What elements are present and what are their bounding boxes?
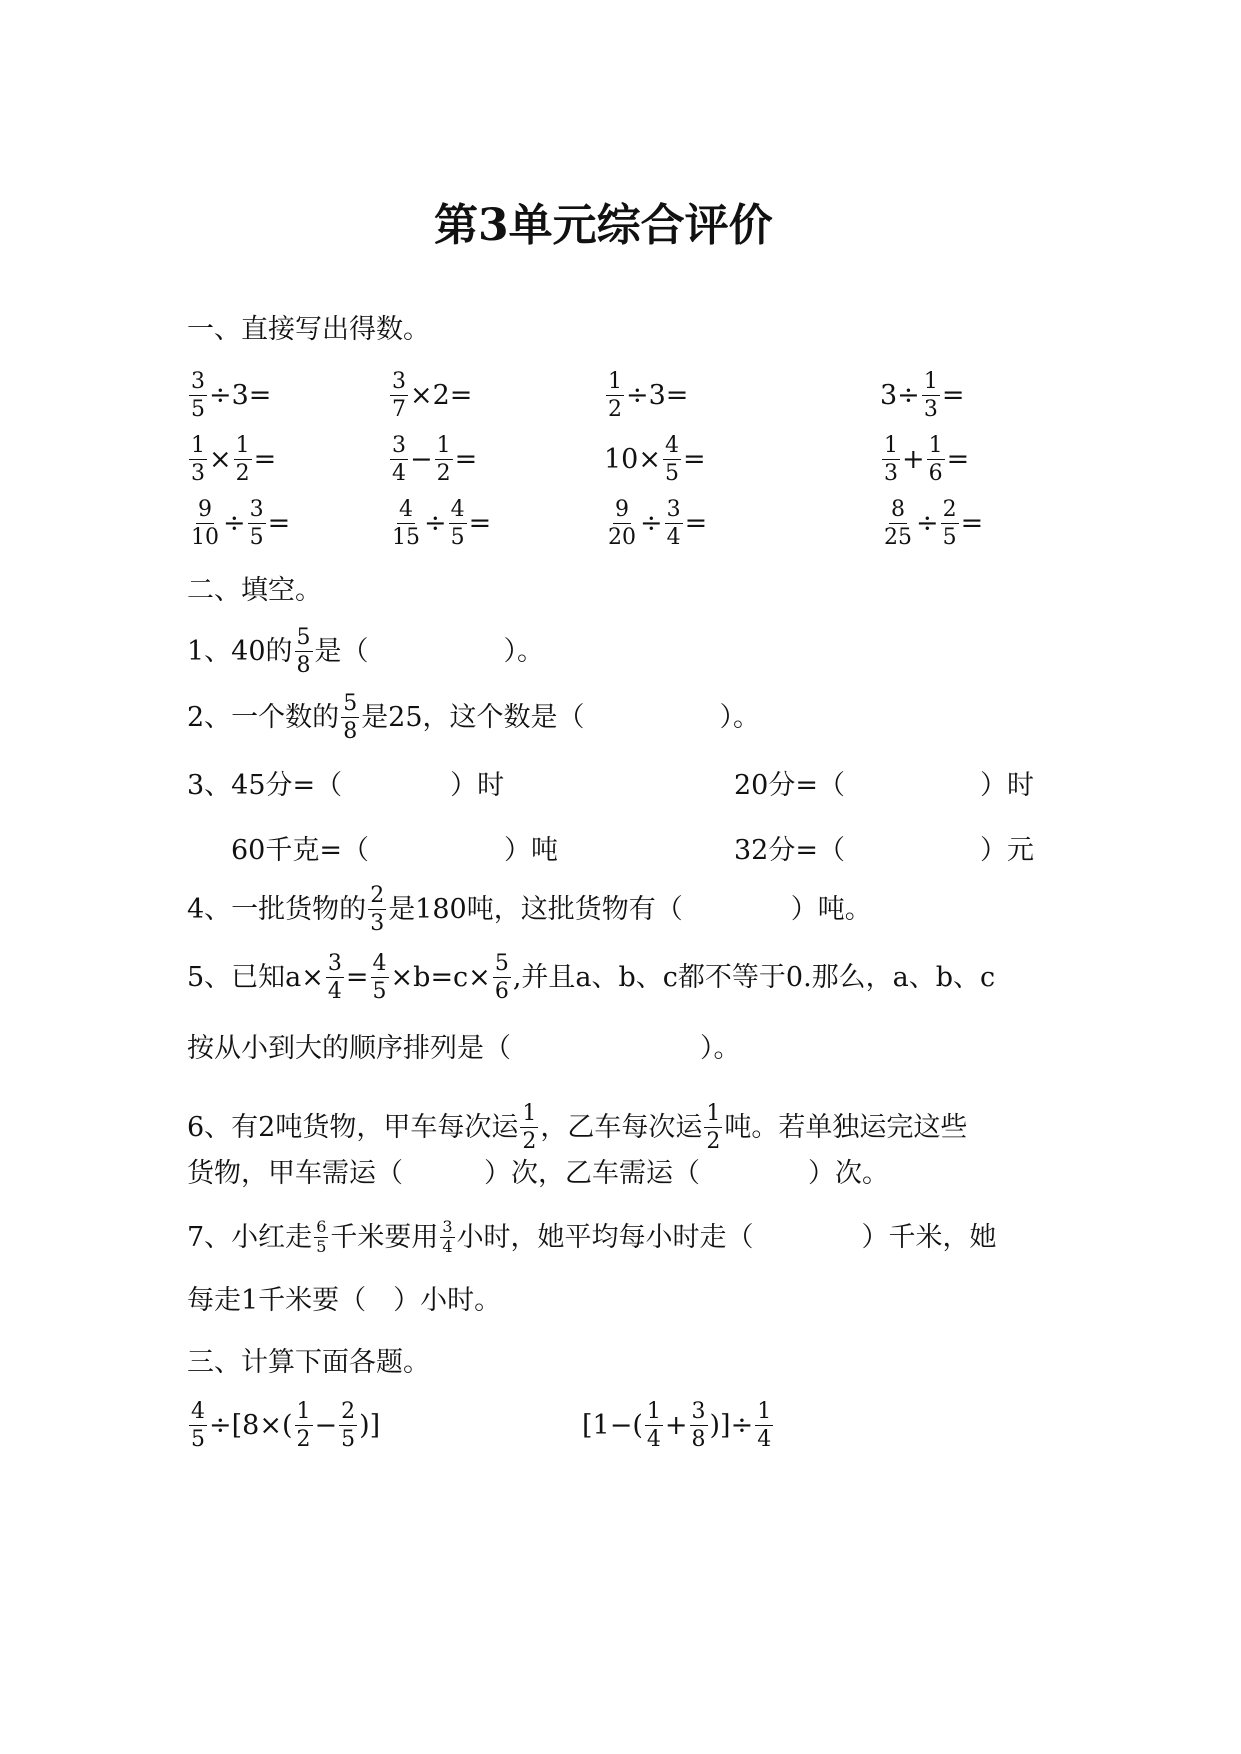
calc-r3-c: $\frac{9}{20}$ ÷ $\frac{3}{4}$ = xyxy=(608,497,708,551)
calc-r2-d: $\frac{1}{3}$ + $\frac{1}{6}$ = xyxy=(884,433,970,487)
question-4: 4、一批货物的 $\frac{2}{3}$ 是180吨，这批货物有（ ）吨。 xyxy=(187,883,872,937)
question-3b: 20分=（ ）时 xyxy=(734,770,1034,801)
calc-r1-b: $\frac{3}{7}$ ×2= xyxy=(392,369,473,423)
calc-r3-b: $\frac{4}{15}$ ÷ $\frac{4}{5}$ = xyxy=(392,497,492,551)
calc-r1-c: $\frac{1}{2}$ ÷3= xyxy=(608,369,689,423)
question-5-line2: 按从小到大的顺序排列是（ ）。 xyxy=(187,1033,741,1064)
question-3a: 3、45分=（ ）时 xyxy=(187,770,505,801)
expression-2: [1−( $\frac{1}{4}$ + $\frac{3}{8}$ )]÷ $\frac{1}{4}$ xyxy=(582,1399,772,1453)
question-5: 5、已知a× $\frac{3}{4}$ = $\frac{4}{5}$ ×b=c× $\frac{5}{6}$ ,并且a、b、c都不等于0.那么，a、b、c xyxy=(187,951,996,1005)
question-2: 2、一个数的 $\frac{5}{8}$ 是25，这个数是（ ）。 xyxy=(187,691,761,745)
calc-r2-c: 10× $\frac{4}{5}$ = xyxy=(604,433,706,487)
page-title: 第3单元综合评价 xyxy=(434,200,773,251)
calc-r3-a: $\frac{9}{10}$ ÷ $\frac{3}{5}$ = xyxy=(191,497,291,551)
question-7-line2: 每走1千米要（ ）小时。 xyxy=(187,1285,502,1316)
calc-r1-a: $\frac{3}{5}$ ÷3= xyxy=(191,369,272,423)
calc-r2-a: $\frac{1}{3}$ × $\frac{1}{2}$ = xyxy=(191,433,277,487)
question-6-line2: 货物，甲车需运（ ）次，乙车需运（ ）次。 xyxy=(187,1158,889,1189)
question-1: 1、40的 $\frac{5}{8}$ 是（ ）。 xyxy=(187,625,545,679)
calc-r1-d: 3÷ $\frac{1}{3}$ = xyxy=(880,369,965,423)
calc-r2-b: $\frac{3}{4}$ − $\frac{1}{2}$ = xyxy=(392,433,478,487)
question-6: 6、有2吨货物，甲车每次运 $\frac{1}{2}$ ，乙车每次运 $\frac{1}{2}$ 吨。若单独运完这些 xyxy=(187,1101,968,1155)
question-7: 7、小红走 $\frac{6}{5}$ 千米要用 $\frac{3}{4}$ 小时，她平均每小时走（ ）千米，她 xyxy=(187,1217,997,1256)
expression-1: $\frac{4}{5}$ ÷[8×( $\frac{1}{2}$ − $\frac{2}{5}$ )] xyxy=(191,1399,381,1453)
question-3c: 60千克=（ ）吨 xyxy=(231,835,558,866)
question-3d: 32分=（ ）元 xyxy=(734,835,1034,866)
section-3-heading: 三、计算下面各题。 xyxy=(187,1347,430,1378)
section-2-heading: 二、填空。 xyxy=(187,575,322,606)
section-1-heading: 一、直接写出得数。 xyxy=(187,314,430,345)
calc-r3-d: $\frac{8}{25}$ ÷ $\frac{2}{5}$ = xyxy=(884,497,984,551)
